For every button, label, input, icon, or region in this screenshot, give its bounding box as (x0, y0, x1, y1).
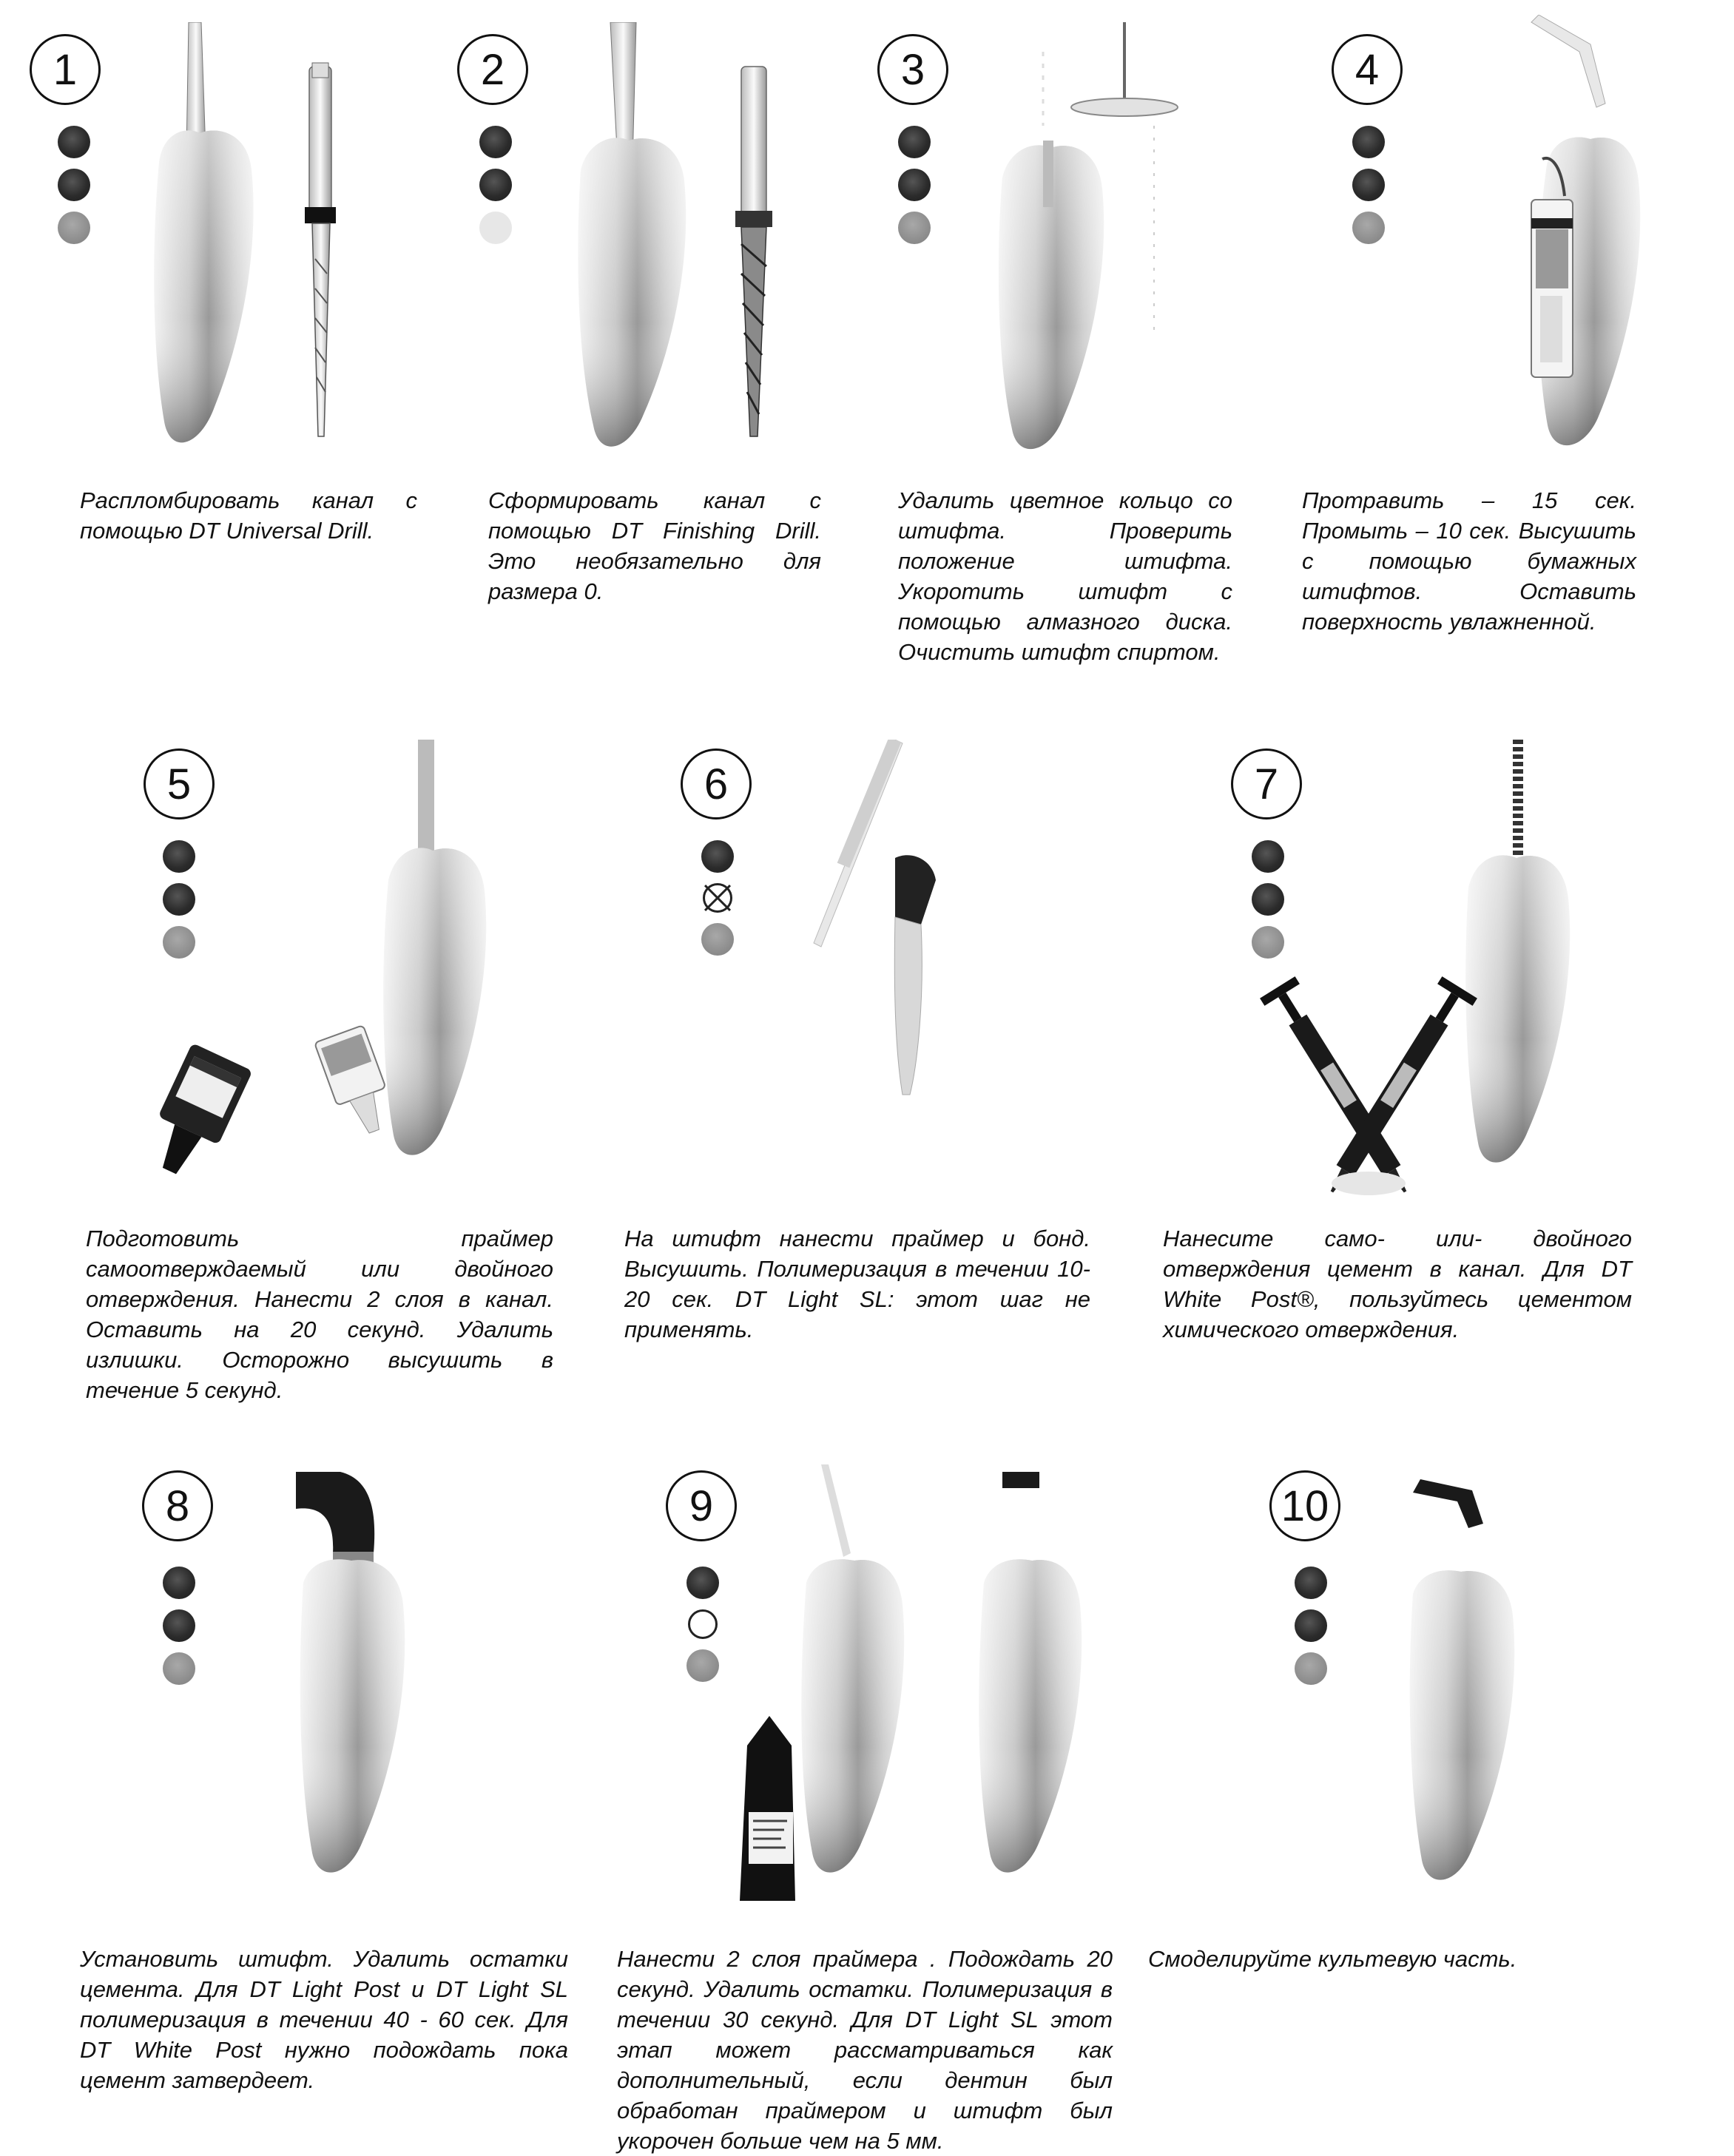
indicator-dot (701, 923, 734, 956)
indicator-dot (701, 840, 734, 873)
indicator-dot (898, 212, 931, 244)
indicator-dots (58, 126, 90, 244)
step-caption: Протравить – 15 сек. Промыть – 10 сек. Высушить с помощью бумажных штифтов. Оставить поверхность увлажненной. (1302, 487, 1636, 635)
tooth-illustration (281, 1464, 533, 1908)
step-caption: Подготовить праймер самоотверждаемый или двойного отверждения. Нанести 2 слоя в канал. Оставить на 20 секунд. Удалить излишки. Осторожно высушить в течение 5 секунд. (86, 1226, 553, 1403)
indicator-dots (1295, 1567, 1327, 1685)
tooth-illustration (1243, 740, 1657, 1213)
indicator-dots (163, 1567, 195, 1685)
indicator-dot (479, 212, 512, 244)
indicator-dots (479, 126, 512, 244)
step-caption: Удалить цветное кольцо со штифта. Проверить положение штифта. Укоротить штифт с помощью алмазного диска. Очистить штифт спиртом. (898, 487, 1232, 665)
indicator-dot (1295, 1609, 1327, 1642)
indicator-dot (163, 1609, 195, 1642)
tooth-illustration (954, 22, 1265, 466)
indicator-dot (479, 126, 512, 158)
step-caption: Сформировать канал с помощью DT Finishing Drill. Это необязательно для размера 0. (488, 487, 821, 604)
indicator-dots (701, 840, 734, 956)
indicator-dot (1352, 169, 1385, 201)
step-caption: Нанесите само- или- двойного отверждения цемент в канал. Для DT White Post®, пользуйтесь цементом химического отверждения. (1163, 1226, 1632, 1342)
step-number: 4 (1332, 34, 1403, 105)
indicator-dot (1295, 1567, 1327, 1599)
step-caption: Установить штифт. Удалить остатки цемента. Для DT Light Post и DT Light SL полимеризация в течении 40 - 60 сек. Для DT White Post нужно подождать пока цемент затвердеет. (80, 1946, 568, 2093)
indicator-dot (1352, 126, 1385, 158)
step-number: 1 (30, 34, 101, 105)
indicator-dot (58, 169, 90, 201)
tooth-illustration (784, 740, 1050, 1183)
indicator-dots (898, 126, 931, 244)
step-caption: На штифт нанести праймер и бонд. Высушить. Полимеризация в течении 10-20 сек. DT Light SL: этот шаг не применять. (624, 1226, 1090, 1342)
step-caption: Нанести 2 слоя праймера . Подождать 20 секунд. Удалить остатки. Полимеризация в течении 30 секунд. Для DT Light SL этот этап может рассматриваться как дополнительный, если дентин был обработан праймером и штифт был укорочен больше чем на 5 мм. (617, 1946, 1113, 2154)
indicator-dot (898, 169, 931, 201)
tooth-illustration (1391, 1464, 1613, 1908)
tooth-illustration (1420, 15, 1716, 466)
indicator-dot (58, 212, 90, 244)
tooth-illustration (148, 740, 533, 1183)
indicator-dot (898, 126, 931, 158)
step-number: 8 (142, 1470, 213, 1541)
tooth-illustration (710, 1464, 1154, 1923)
indicator-dot (58, 126, 90, 158)
tooth-illustration (118, 22, 429, 466)
step-number: 2 (457, 34, 528, 105)
step-number: 3 (877, 34, 948, 105)
step-number: 9 (666, 1470, 737, 1541)
step-number: 5 (144, 748, 215, 820)
indicator-dot (163, 1652, 195, 1685)
indicator-dot-crossed (703, 883, 732, 913)
step-number: 7 (1231, 748, 1302, 820)
indicator-dot (1352, 212, 1385, 244)
indicator-dot (163, 1567, 195, 1599)
step-caption: Смоделируйте культевую часть. (1148, 1946, 1517, 1972)
step-number: 10 (1269, 1470, 1340, 1541)
indicator-dot (479, 169, 512, 201)
step-number: 6 (681, 748, 752, 820)
step-caption: Распломбировать канал с помощью DT Universal Drill. (80, 487, 417, 544)
indicator-dot (1295, 1652, 1327, 1685)
indicator-dots (1352, 126, 1385, 244)
tooth-illustration (547, 22, 858, 466)
